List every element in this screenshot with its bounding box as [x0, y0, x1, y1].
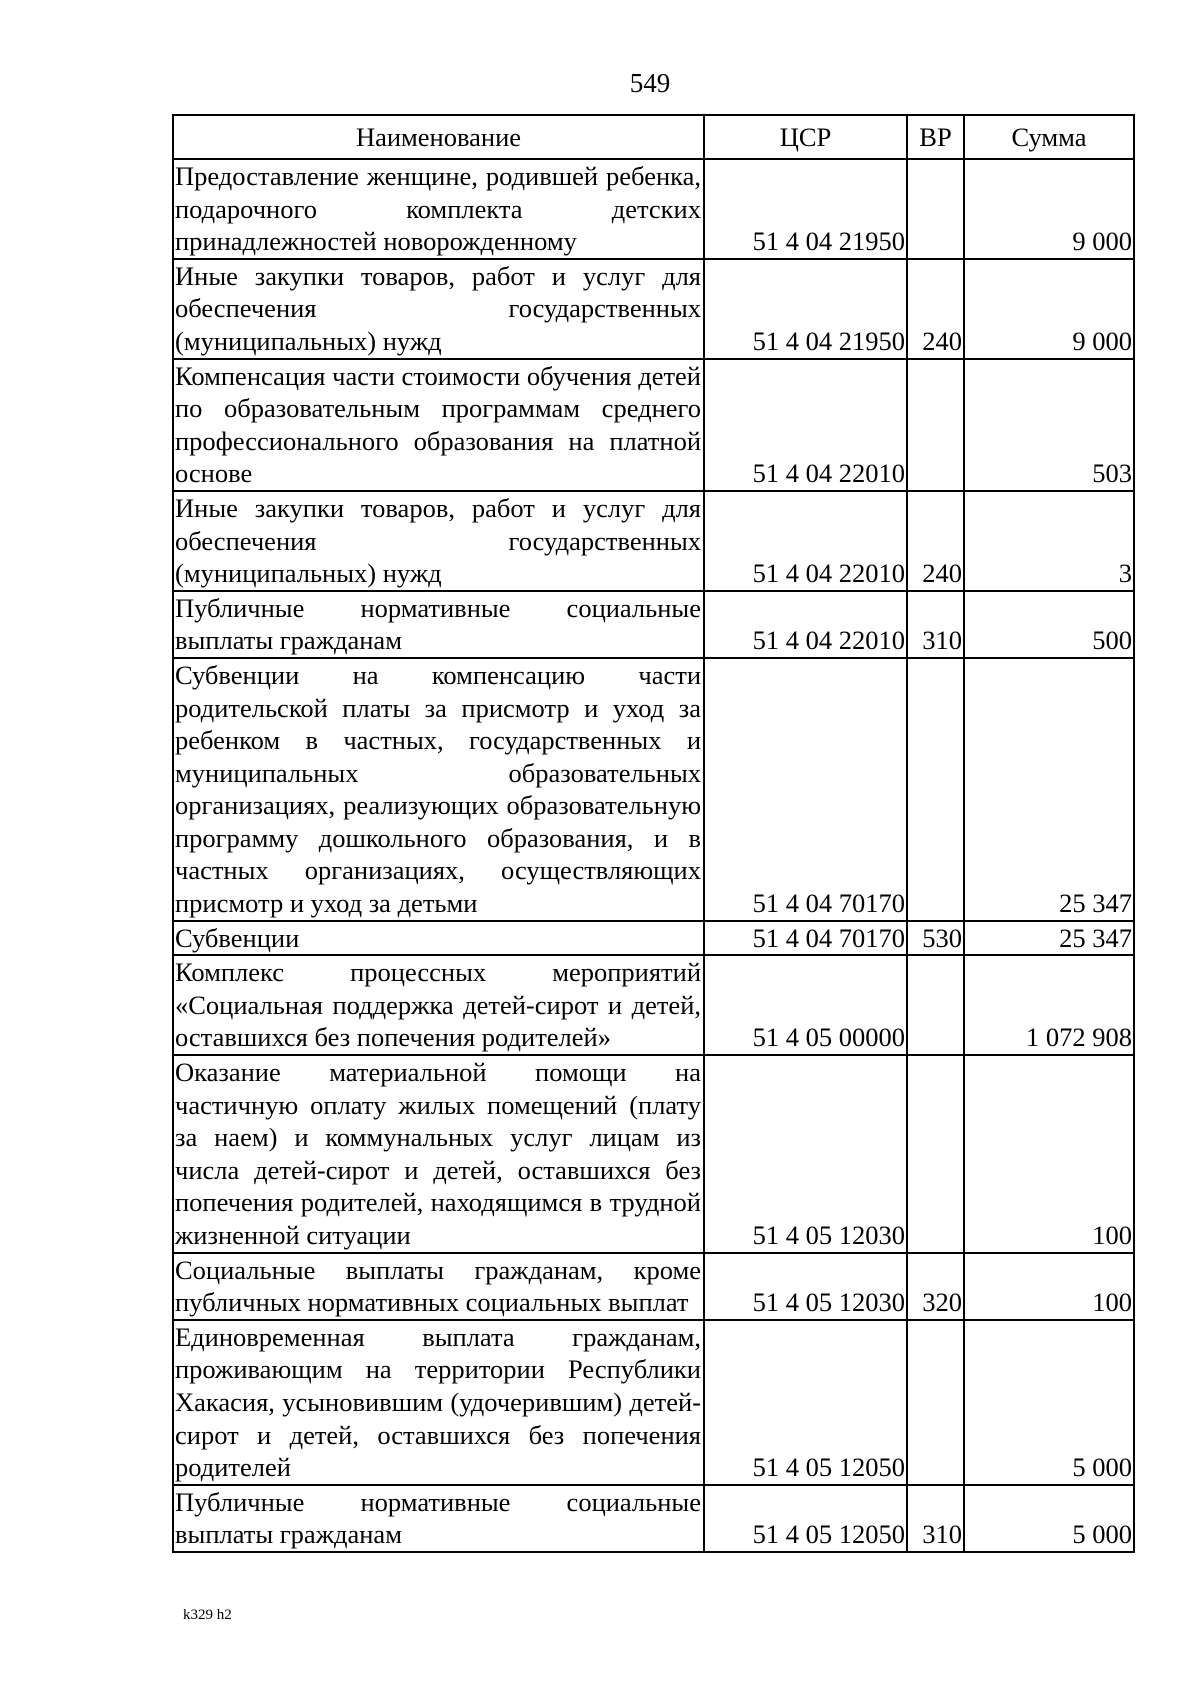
row-csr-cell: 51 4 05 00000	[704, 955, 907, 1055]
row-vr-cell: 530	[907, 921, 964, 956]
table-row	[173, 658, 1134, 921]
row-sum-cell: 100	[964, 1055, 1134, 1253]
page-number: 549	[629, 68, 671, 98]
header-sum: Сумма	[964, 115, 1134, 159]
row-name-cell: Публичные нормативные социальные выплаты гражданам	[173, 591, 704, 658]
row-name-cell: Предоставление женщине, родившей ребенка, подарочного комплекта детских принадлежностей новорожденному	[173, 159, 704, 259]
row-sum-cell: 25 347	[964, 658, 1134, 921]
row-vr-cell: 310	[907, 1485, 964, 1552]
row-name-cell: Социальные выплаты гражданам, кроме публичных нормативных социальных выплат	[173, 1253, 704, 1320]
table-row	[173, 1485, 1134, 1552]
footer-code: k329 h2	[183, 1607, 232, 1623]
row-name-cell: Комплекс процессных мероприятий «Социальная поддержка детей-сирот и детей, оставшихся без попечения родителей»	[173, 955, 704, 1055]
row-vr-cell	[907, 1055, 964, 1253]
row-csr-cell: 51 4 04 70170	[704, 658, 907, 921]
table-row	[173, 259, 1134, 359]
table-row	[173, 1055, 1134, 1253]
row-name-cell: Иные закупки товаров, работ и услуг для обеспечения государственных (муниципальных) нужд	[173, 259, 704, 359]
row-csr-cell: 51 4 04 21950	[704, 259, 907, 359]
row-vr-cell: 310	[907, 591, 964, 658]
row-csr-cell: 51 4 05 12050	[704, 1485, 907, 1552]
row-name-cell: Публичные нормативные социальные выплаты гражданам	[173, 1485, 704, 1552]
row-name-cell: Субвенции на компенсацию части родительской платы за присмотр и уход за ребенком в частных, государственных и муниципальных образовательных организациях, реализующих образовательную программу дошкольного образования, и в частных организациях, осуществляющих присмотр и уход за детьми	[173, 658, 704, 921]
budget-table	[172, 114, 1135, 1553]
row-csr-cell: 51 4 05 12030	[704, 1253, 907, 1320]
row-name-cell: Субвенции	[173, 921, 704, 956]
row-sum-cell: 3	[964, 491, 1134, 591]
row-sum-cell: 1 072 908	[964, 955, 1134, 1055]
table-row	[173, 955, 1134, 1055]
row-name-cell: Иные закупки товаров, работ и услуг для обеспечения государственных (муниципальных) нужд	[173, 491, 704, 591]
row-sum-cell: 100	[964, 1253, 1134, 1320]
table-row	[173, 159, 1134, 259]
table-header	[173, 115, 1134, 159]
table-row	[173, 491, 1134, 591]
row-vr-cell: 240	[907, 491, 964, 591]
row-sum-cell: 5 000	[964, 1320, 1134, 1485]
row-vr-cell: 320	[907, 1253, 964, 1320]
row-name-cell: Оказание материальной помощи на частичную оплату жилых помещений (плату за наем) и коммунальных услуг лицам из числа детей-сирот и детей, оставшихся без попечения родителей, находящимся в трудной жизненной ситуации	[173, 1055, 704, 1253]
row-vr-cell	[907, 955, 964, 1055]
row-csr-cell: 51 4 04 22010	[704, 491, 907, 591]
header-csr: ЦСР	[704, 115, 907, 159]
header-vr: ВР	[907, 115, 964, 159]
table-row	[173, 359, 1134, 491]
row-sum-cell: 503	[964, 359, 1134, 491]
row-sum-cell: 500	[964, 591, 1134, 658]
row-csr-cell: 51 4 05 12030	[704, 1055, 907, 1253]
row-vr-cell	[907, 1320, 964, 1485]
row-csr-cell: 51 4 04 22010	[704, 591, 907, 658]
row-csr-cell: 51 4 05 12050	[704, 1320, 907, 1485]
row-sum-cell: 5 000	[964, 1485, 1134, 1552]
row-vr-cell: 240	[907, 259, 964, 359]
table-row	[173, 921, 1134, 956]
row-vr-cell	[907, 359, 964, 491]
row-name-cell: Единовременная выплата гражданам, проживающим на территории Республики Хакасия, усыновившим (удочерившим) детей-сирот и детей, оставшихся без попечения родителей	[173, 1320, 704, 1485]
row-csr-cell: 51 4 04 22010	[704, 359, 907, 491]
row-vr-cell	[907, 658, 964, 921]
row-name-cell: Компенсация части стоимости обучения детей по образовательным программам среднего профессионального образования на платной основе	[173, 359, 704, 491]
row-csr-cell: 51 4 04 70170	[704, 921, 907, 956]
row-sum-cell: 9 000	[964, 159, 1134, 259]
row-vr-cell	[907, 159, 964, 259]
table-row	[173, 591, 1134, 658]
table-row	[173, 1320, 1134, 1485]
row-sum-cell: 25 347	[964, 921, 1134, 956]
header-name: Наименование	[173, 115, 704, 159]
header-row	[173, 115, 1134, 159]
row-csr-cell: 51 4 04 21950	[704, 159, 907, 259]
table-body	[173, 159, 1134, 1552]
row-sum-cell: 9 000	[964, 259, 1134, 359]
table-row	[173, 1253, 1134, 1320]
